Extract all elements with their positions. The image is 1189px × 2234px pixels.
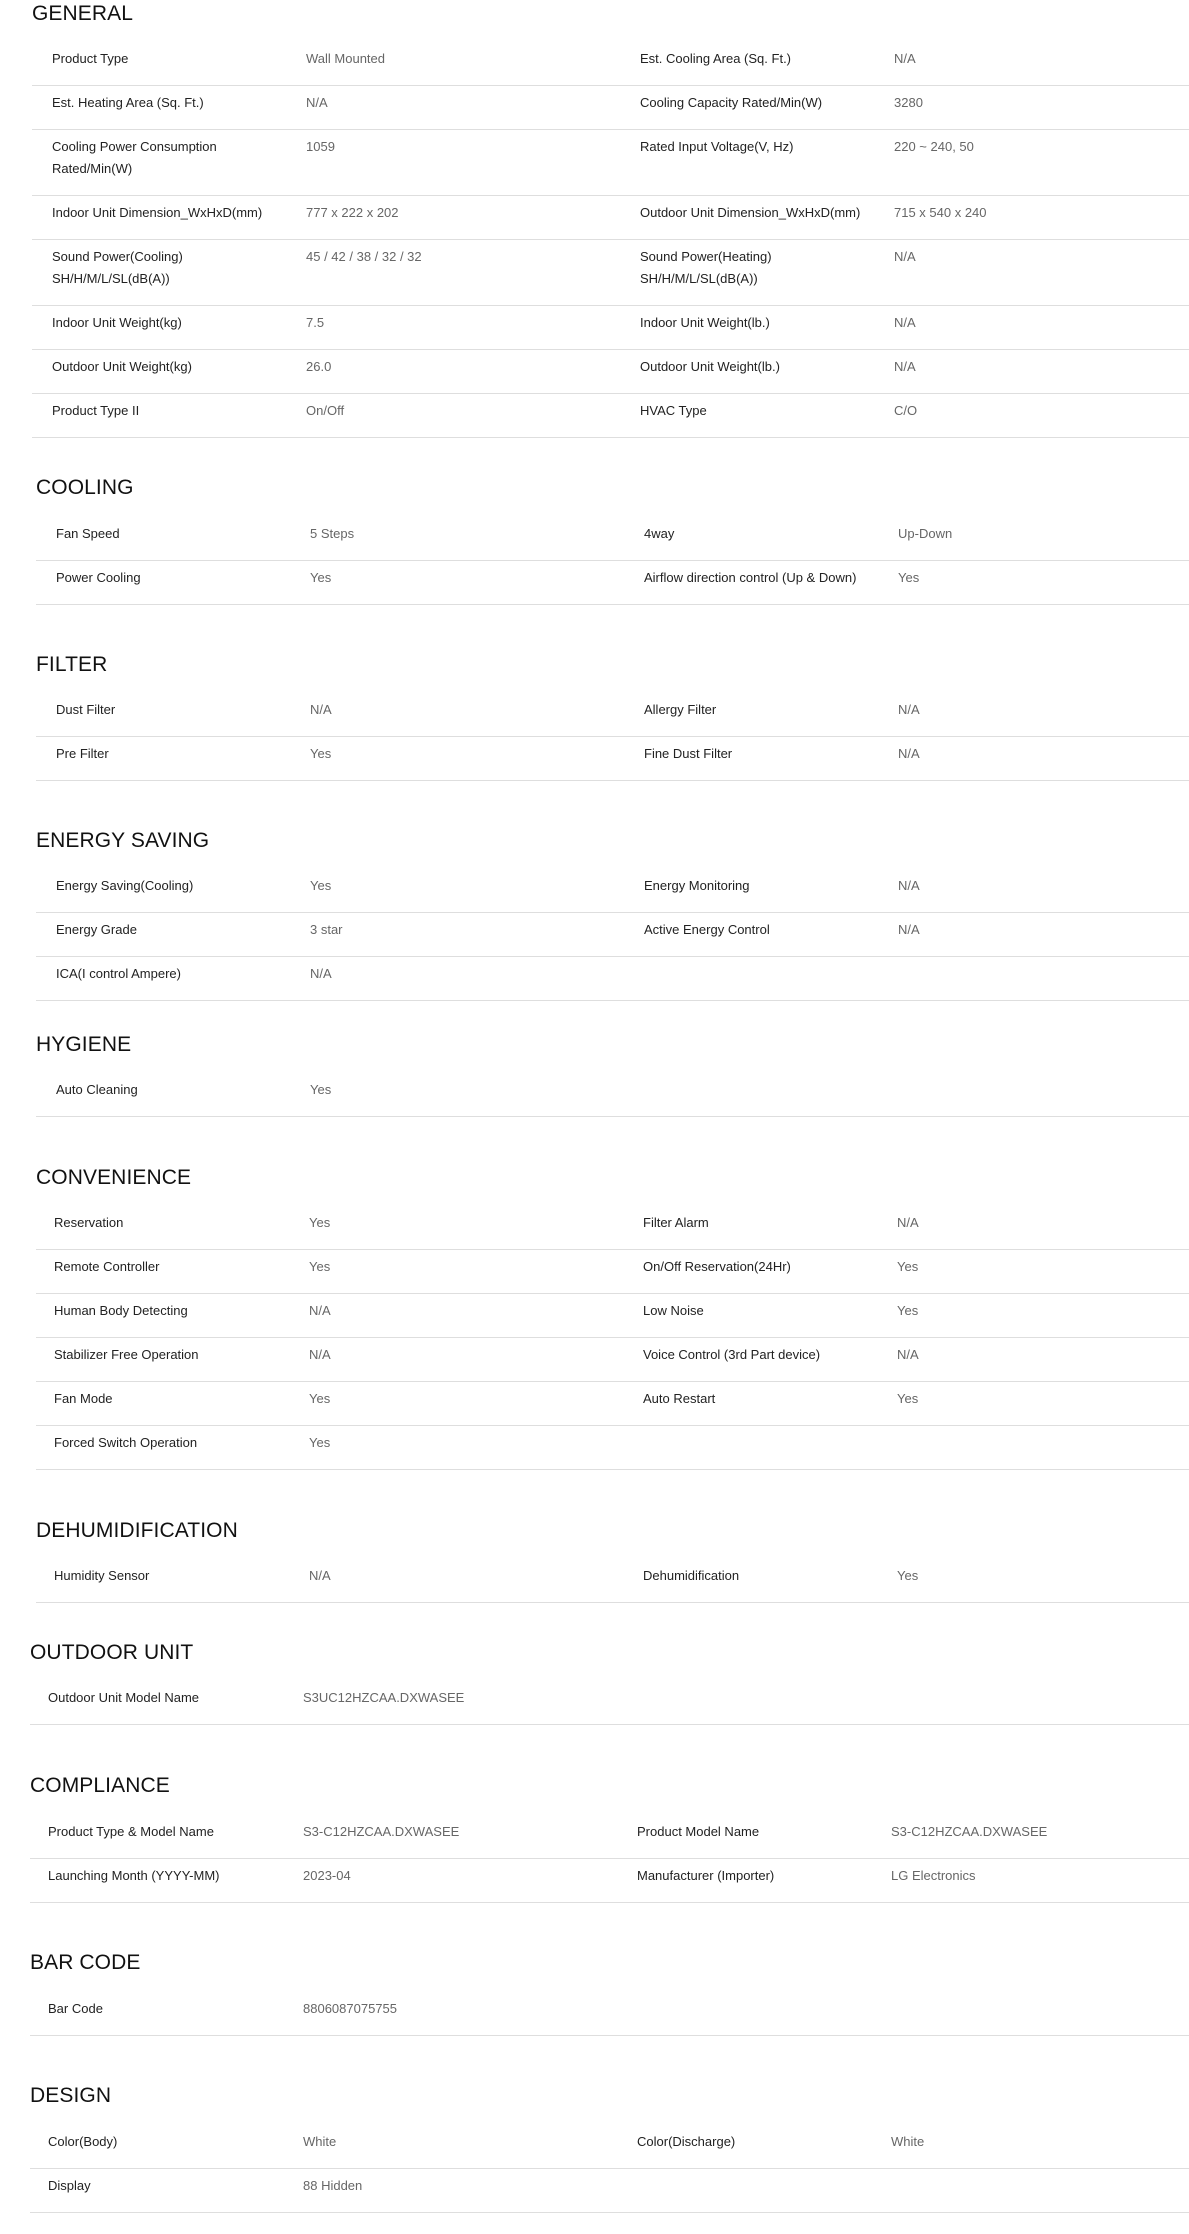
spec-label: Color(Discharge) (637, 2134, 736, 2149)
spec-label: Energy Grade (56, 922, 137, 937)
spec-label: Color(Body) (48, 2134, 118, 2149)
spec-label: Indoor Unit Weight(kg) (52, 315, 182, 330)
spec-label: Sound Power(Cooling) SH/H/M/L/SL(dB(A)) (52, 249, 183, 286)
spec-row (30, 1681, 1189, 1725)
spec-value: 7.5 (306, 315, 325, 330)
spec-row (30, 1815, 1189, 1859)
spec-value: N/A (898, 922, 920, 937)
spec-value: 88 Hidden (303, 2178, 363, 2193)
spec-row (32, 42, 1189, 86)
spec-value: 8806087075755 (303, 2001, 397, 2016)
section-title: COMPLIANCE (30, 1774, 170, 1797)
spec-value: N/A (309, 1347, 331, 1362)
spec-value: 3 star (310, 922, 343, 937)
spec-label: Auto Restart (643, 1391, 716, 1406)
spec-table (36, 517, 1189, 605)
spec-row (36, 1382, 1189, 1426)
spec-label: Auto Cleaning (56, 1082, 138, 1097)
spec-value: 777 x 222 x 202 (306, 205, 399, 220)
spec-label: Humidity Sensor (54, 1568, 150, 1583)
spec-value: White (303, 2134, 337, 2149)
spec-row (36, 693, 1189, 737)
spec-value: 45 / 42 / 38 / 32 / 32 (306, 249, 422, 264)
spec-row (36, 869, 1189, 913)
section-title: BAR CODE (30, 1951, 141, 1974)
spec-value: Yes (309, 1391, 331, 1406)
spec-label: Active Energy Control (644, 922, 770, 937)
section-title: COOLING (36, 476, 134, 499)
spec-label: Product Type (52, 51, 129, 66)
spec-table (36, 869, 1189, 1001)
section-title: GENERAL (32, 2, 134, 25)
spec-table (30, 2125, 1189, 2213)
spec-label: Dust Filter (56, 702, 116, 717)
spec-value: N/A (894, 249, 916, 264)
spec-value: Yes (898, 570, 920, 585)
spec-label: Low Noise (643, 1303, 704, 1318)
section-title: CONVENIENCE (36, 1166, 192, 1189)
spec-row (36, 1559, 1189, 1603)
spec-label: Remote Controller (54, 1259, 160, 1274)
spec-row (36, 1073, 1189, 1117)
spec-label: Outdoor Unit Dimension_WxHxD(mm) (640, 205, 861, 220)
spec-value: N/A (898, 878, 920, 893)
spec-value: Yes (897, 1391, 919, 1406)
section-title: HYGIENE (36, 1033, 132, 1056)
spec-value: LG Electronics (891, 1868, 976, 1883)
spec-row (30, 1859, 1189, 1903)
section-title: DESIGN (30, 2084, 112, 2107)
spec-value: 2023-04 (303, 1868, 351, 1883)
spec-value: N/A (894, 359, 916, 374)
spec-label: Fine Dust Filter (644, 746, 733, 761)
spec-value: S3-C12HZCAA.DXWASEE (303, 1824, 460, 1839)
spec-label: Display (48, 2178, 91, 2193)
spec-table (30, 1815, 1189, 1903)
spec-row (36, 561, 1189, 605)
spec-label: Est. Heating Area (Sq. Ft.) (52, 95, 204, 110)
spec-value: White (891, 2134, 925, 2149)
spec-label: Outdoor Unit Model Name (48, 1690, 200, 1705)
spec-value: N/A (897, 1347, 919, 1362)
spec-label: On/Off Reservation(24Hr) (643, 1259, 791, 1274)
spec-row (32, 240, 1189, 306)
spec-label: Product Type II (52, 403, 140, 418)
spec-row (30, 2125, 1189, 2169)
spec-label: Cooling Capacity Rated/Min(W) (640, 95, 823, 110)
spec-label: HVAC Type (640, 403, 707, 418)
spec-value: N/A (310, 702, 332, 717)
spec-row (32, 130, 1189, 196)
spec-value: Yes (309, 1259, 331, 1274)
spec-value: Yes (310, 878, 332, 893)
spec-row (32, 350, 1189, 394)
spec-value: S3UC12HZCAA.DXWASEE (303, 1690, 465, 1705)
spec-label: Indoor Unit Weight(lb.) (640, 315, 770, 330)
spec-label: Power Cooling (56, 570, 141, 585)
section-title: OUTDOOR UNIT (30, 1641, 194, 1664)
spec-label: Sound Power(Heating) SH/H/M/L/SL(dB(A)) (640, 249, 772, 286)
section-title: DEHUMIDIFICATION (36, 1519, 238, 1542)
spec-label: Human Body Detecting (54, 1303, 188, 1318)
spec-value: Yes (309, 1215, 331, 1230)
spec-value: C/O (894, 403, 918, 418)
spec-label: Filter Alarm (643, 1215, 709, 1230)
spec-label: Fan Speed (56, 526, 120, 541)
spec-value: Yes (309, 1435, 331, 1450)
spec-row (36, 737, 1189, 781)
spec-row (36, 1426, 1189, 1470)
spec-value: 1059 (306, 139, 335, 154)
spec-row (36, 913, 1189, 957)
spec-row (36, 1250, 1189, 1294)
spec-label: Bar Code (48, 2001, 103, 2016)
section-title: ENERGY SAVING (36, 829, 210, 852)
spec-label: Outdoor Unit Weight(kg) (52, 359, 192, 374)
spec-value: N/A (310, 966, 332, 981)
spec-row (36, 517, 1189, 561)
spec-label: Airflow direction control (Up & Down) (644, 570, 857, 585)
spec-value: Wall Mounted (306, 51, 385, 66)
spec-row (30, 2169, 1189, 2213)
spec-label: 4way (644, 526, 675, 541)
spec-value: Yes (897, 1259, 919, 1274)
spec-value: N/A (894, 51, 916, 66)
spec-value: N/A (898, 702, 920, 717)
spec-value: N/A (306, 95, 328, 110)
spec-table (32, 42, 1189, 438)
spec-value: 5 Steps (310, 526, 355, 541)
spec-table (30, 1992, 1189, 2036)
spec-value: Up-Down (898, 526, 953, 541)
spec-label: Energy Monitoring (644, 878, 750, 893)
spec-value: Yes (310, 746, 332, 761)
spec-value: N/A (897, 1215, 919, 1230)
spec-row (32, 196, 1189, 240)
spec-label: Product Type & Model Name (48, 1824, 214, 1839)
spec-label: Cooling Power Consumption Rated/Min(W) (52, 139, 217, 176)
spec-label: Indoor Unit Dimension_WxHxD(mm) (52, 205, 263, 220)
spec-value: 3280 (894, 95, 923, 110)
spec-table (30, 1681, 1189, 1725)
spec-value: On/Off (306, 403, 345, 418)
spec-label: Stabilizer Free Operation (54, 1347, 199, 1362)
spec-label: Manufacturer (Importer) (637, 1868, 775, 1883)
spec-row (32, 394, 1189, 438)
spec-label: Allergy Filter (644, 702, 717, 717)
spec-value: 26.0 (306, 359, 332, 374)
spec-label: Est. Cooling Area (Sq. Ft.) (640, 51, 792, 66)
spec-row (36, 1206, 1189, 1250)
spec-value: 715 x 540 x 240 (894, 205, 987, 220)
spec-label: ICA(I control Ampere) (56, 966, 181, 981)
spec-label: Product Model Name (637, 1824, 760, 1839)
spec-value: N/A (898, 746, 920, 761)
spec-row (36, 957, 1189, 1001)
spec-value: S3-C12HZCAA.DXWASEE (891, 1824, 1048, 1839)
spec-label: Outdoor Unit Weight(lb.) (640, 359, 780, 374)
spec-value: Yes (897, 1303, 919, 1318)
spec-label: Reservation (54, 1215, 124, 1230)
spec-row (36, 1338, 1189, 1382)
spec-value: N/A (309, 1303, 331, 1318)
spec-label: Dehumidification (643, 1568, 740, 1583)
spec-row (32, 86, 1189, 130)
spec-table (36, 1073, 1189, 1117)
spec-label: Fan Mode (54, 1391, 113, 1406)
spec-row (30, 1992, 1189, 2036)
spec-value: Yes (310, 1082, 332, 1097)
spec-value: Yes (310, 570, 332, 585)
spec-row (32, 306, 1189, 350)
spec-value: N/A (894, 315, 916, 330)
spec-value: Yes (897, 1568, 919, 1583)
spec-row (36, 1294, 1189, 1338)
spec-table (36, 1559, 1189, 1603)
spec-label: Pre Filter (56, 746, 109, 761)
spec-label: Forced Switch Operation (54, 1435, 198, 1450)
spec-table (36, 693, 1189, 781)
spec-label: Rated Input Voltage(V, Hz) (640, 139, 794, 154)
spec-table (36, 1206, 1189, 1470)
spec-label: Voice Control (3rd Part device) (643, 1347, 821, 1362)
section-title: FILTER (36, 653, 108, 676)
spec-value: N/A (309, 1568, 331, 1583)
spec-label: Energy Saving(Cooling) (56, 878, 194, 893)
spec-label: Launching Month (YYYY-MM) (48, 1868, 220, 1883)
spec-value: 220 ~ 240, 50 (894, 139, 974, 154)
